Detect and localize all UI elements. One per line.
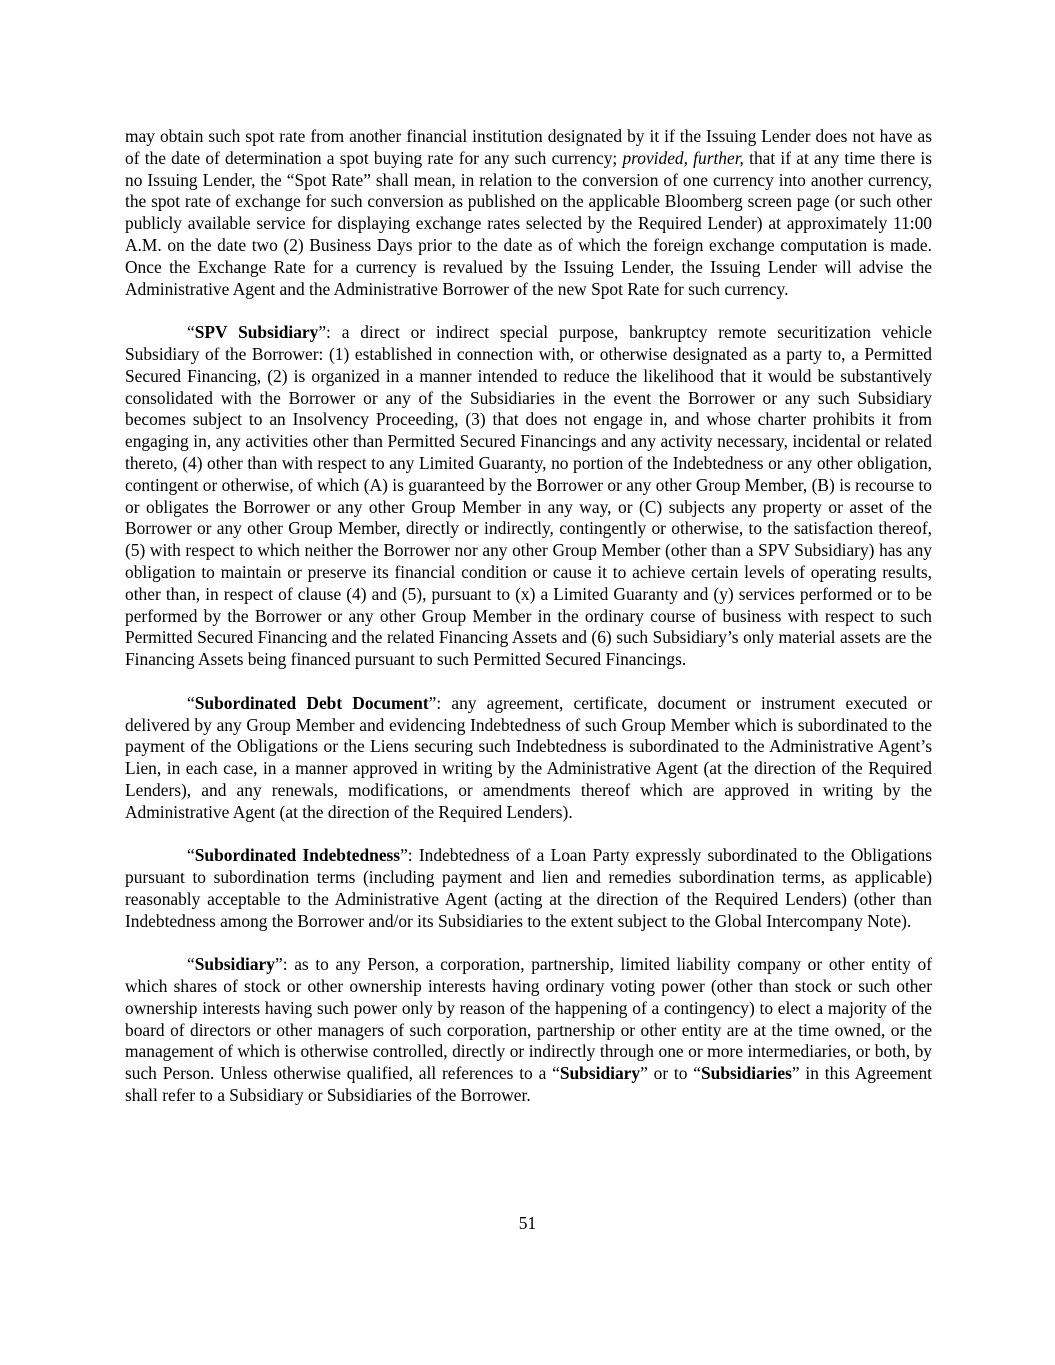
definition-subsidiary: [125, 954, 932, 1107]
continuation-paragraph: [125, 126, 932, 300]
continuation-text-2: that if at any time there is no Issuing Lender, the “Spot Rate” shall mean, in relation to the conversion of one currency into another currency, the spot rate of exchange for such conversion as published on the applicable Bloomberg screen page (or such other publicly available service for displaying exchange rates selected by the Required Lender) at approximately 11:00 A.M. on the date two (2) Business Days prior to the date as of which the foreign exchange computation is made. Once the Exchange Rate for a currency is revalued by the Issuing Lender, the Issuing Lender will advise the Administrative Agent and the Administrative Borrower of the new Spot Rate for such currency.: [125, 147, 932, 299]
definition-text-1: ”: as to any Person, a corporation, partnership, limited liability company or other entity of which shares of stock or other ownership interests having ordinary voting power (other than stock or such other ownership interests having such power only by reason of the happening of a contingency) to elect a majority of the board of directors or other managers of such corporation, partnership or other entity are at the time owned, or the management of which is otherwise controlled, directly or indirectly through one or more intermediaries, or both, by such Person. Unless otherwise qualified, all references to a “: [125, 954, 932, 1084]
open-quote: “: [187, 322, 195, 343]
definition-text: ”: Indebtedness of a Loan Party expressly subordinated to the Obligations pursuant to subordination terms (including payment and lien and remedies subordination terms, as applicable) reasonably acceptable to the Administrative Agent (acting at the direction of the Required Lenders) (other than Indebtedness among the Borrower and/or its Subsidiaries to the extent subject to the Global Intercompany Note).: [125, 845, 932, 931]
definition-text: ”: any agreement, certificate, document or instrument executed or delivered by any Group Member and evidencing Indebtedness of such Group Member which is subordinated to the payment of the Obligations or the Liens securing such Indebtedness is subordinated to the Administrative Agent’s Lien, in each case, in a manner approved in writing by the Administrative Agent (at the direction of the Required Lenders), and any renewals, modifications, or amendments thereof which are approved in writing by the Administrative Agent (at the direction of the Required Lenders).: [125, 692, 932, 822]
defined-term-reference-subsidiaries: Subsidiaries: [701, 1063, 792, 1084]
definition-text-3: ” in this Agreement shall refer to a Subsidiary or Subsidiaries of the Borrower.: [125, 1063, 932, 1106]
open-quote: “: [187, 692, 195, 713]
defined-term: SPV Subsidiary: [194, 322, 319, 343]
definition-text-2: ” or to “: [640, 1063, 701, 1084]
open-quote: “: [187, 845, 195, 866]
defined-term: Subordinated Debt Document: [194, 692, 429, 713]
page-number: 51: [518, 1213, 537, 1233]
defined-term: Subordinated Indebtedness: [194, 845, 401, 866]
definition-spv-subsidiary: [125, 322, 932, 671]
open-quote: “: [187, 954, 195, 975]
defined-term-reference-subsidiary: Subsidiary: [559, 1063, 641, 1084]
continuation-italic-proviso: provided, further,: [622, 147, 744, 168]
defined-term: Subsidiary: [194, 954, 275, 975]
definition-subordinated-debt-document: [125, 693, 932, 824]
document-page: [125, 126, 932, 1129]
continuation-text-1: may obtain such spot rate from another financial institution designated by it if the Issuing Lender does not have as of the date of determination a spot buying rate for any such currency;: [125, 126, 932, 168]
definition-text: ”: a direct or indirect special purpose, bankruptcy remote securitization vehicle Subsidiary of the Borrower: (1) established in connection with, or otherwise designated as a party to, a Permitted Secured Financing, (2) is organized in a manner intended to reduce the likelihood that it would be substantively consolidated with the Borrower or any of the Subsidiaries in the event the Borrower or any such Subsidiary becomes subject to an Insolvency Proceeding, (3) that does not engage in, and whose charter prohibits it from engaging in, any activities other than Permitted Secured Financings and any activity necessary, incidental or related thereto, (4) other than with respect to any Limited Guaranty, no portion of the Indebtedness or any other obligation, contingent or otherwise, of which (A) is guaranteed by the Borrower or any other Group Member, (B) is recourse to or obligates the Borrower or any other Group Member in any way, or (C) subjects any property or asset of the Borrower or any other Group Member, directly or indirectly, contingently or otherwise, to the satisfaction thereof, (5) with respect to which neither the Borrower nor any other Group Member (other than a SPV Subsidiary) has any obligation to maintain or preserve its financial condition or cause it to achieve certain levels of operating results, other than, in respect of clause (4) and (5), pursuant to (x) a Limited Guaranty and (y) services performed or to be performed by the Borrower or any other Group Member in the ordinary course of business with respect to such Permitted Secured Financing and the related Financing Assets and (6) such Subsidiary’s only material assets are the Financing Assets being financed pursuant to such Permitted Secured Financings.: [125, 322, 933, 670]
definition-subordinated-indebtedness: [125, 845, 932, 932]
